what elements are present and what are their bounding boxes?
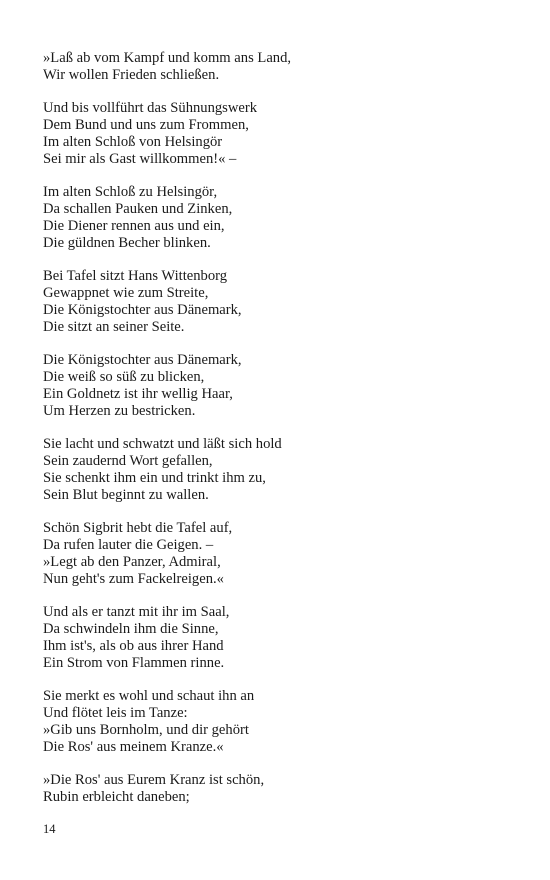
verse-line: Die Ros' aus meinem Kranze.« xyxy=(43,738,224,755)
verse-line: Um Herzen zu bestricken. xyxy=(43,402,196,419)
verse-line: Da schwindeln ihm die Sinne, xyxy=(43,621,219,638)
stanza xyxy=(43,352,523,419)
verse-line: Da rufen lauter die Geigen. – xyxy=(43,537,214,554)
verse-line: Die Königstochter aus Dänemark, xyxy=(43,352,242,369)
page-number: 14 xyxy=(43,822,56,836)
verse-line: »Gib uns Bornholm, und dir gehört xyxy=(43,721,249,738)
stanza xyxy=(43,268,523,335)
verse-line: »Die Ros' aus Eurem Kranz ist schön, xyxy=(43,772,265,789)
verse-line: Dem Bund und uns zum Frommen, xyxy=(43,117,249,134)
verse-line: Wir wollen Frieden schließen. xyxy=(43,66,220,83)
stanza xyxy=(43,50,523,84)
verse-line: Die güldnen Becher blinken. xyxy=(43,234,211,251)
stanza xyxy=(43,520,523,587)
verse-line: Gewappnet wie zum Streite, xyxy=(43,285,209,302)
verse-line: Ein Strom von Flammen rinne. xyxy=(43,654,225,671)
verse-line: Die Diener rennen aus und ein, xyxy=(43,217,225,234)
verse-line: Im alten Schloß von Helsingör xyxy=(43,133,223,150)
verse-line: Die weiß so süß zu blicken, xyxy=(43,369,205,386)
verse-line: Nun geht's zum Fackelreigen.« xyxy=(43,570,224,587)
verse-line: Ihm ist's, als ob aus ihrer Hand xyxy=(43,637,224,654)
verse-line: Sein Blut beginnt zu wallen. xyxy=(43,486,209,503)
verse-line: Ein Goldnetz ist ihr wellig Haar, xyxy=(43,385,233,402)
verse-line: Da schallen Pauken und Zinken, xyxy=(43,201,233,218)
verse-line: Sie schenkt ihm ein und trinkt ihm zu, xyxy=(43,469,266,486)
verse-line: Sie merkt es wohl und schaut ihn an xyxy=(43,688,255,705)
poem-text xyxy=(43,50,523,823)
stanza xyxy=(43,184,523,251)
stanza xyxy=(43,100,523,167)
verse-line: Im alten Schloß zu Helsingör, xyxy=(43,184,218,201)
stanza xyxy=(43,772,523,806)
verse-line: Sie lacht und schwatzt und läßt sich hold xyxy=(43,436,282,453)
verse-line: Und flötet leis im Tanze: xyxy=(43,705,188,722)
verse-line: »Legt ab den Panzer, Admiral, xyxy=(43,553,221,570)
verse-line: Und als er tanzt mit ihr im Saal, xyxy=(43,604,230,621)
verse-line: Bei Tafel sitzt Hans Wittenborg xyxy=(43,268,228,285)
verse-line: Die sitzt an seiner Seite. xyxy=(43,318,185,335)
verse-line: »Laß ab vom Kampf und komm ans Land, xyxy=(43,50,292,66)
verse-line: Rubin erbleicht daneben; xyxy=(43,789,190,806)
stanza xyxy=(43,604,523,671)
verse-line: Schön Sigbrit hebt die Tafel auf, xyxy=(43,520,233,537)
stanza xyxy=(43,436,523,503)
verse-line: Und bis vollführt das Sühnungswerk xyxy=(43,100,258,117)
verse-line: Sein zaudernd Wort gefallen, xyxy=(43,453,213,470)
stanza xyxy=(43,688,523,755)
verse-line: Sei mir als Gast willkommen!« – xyxy=(43,150,237,167)
verse-line: Die Königstochter aus Dänemark, xyxy=(43,301,242,318)
